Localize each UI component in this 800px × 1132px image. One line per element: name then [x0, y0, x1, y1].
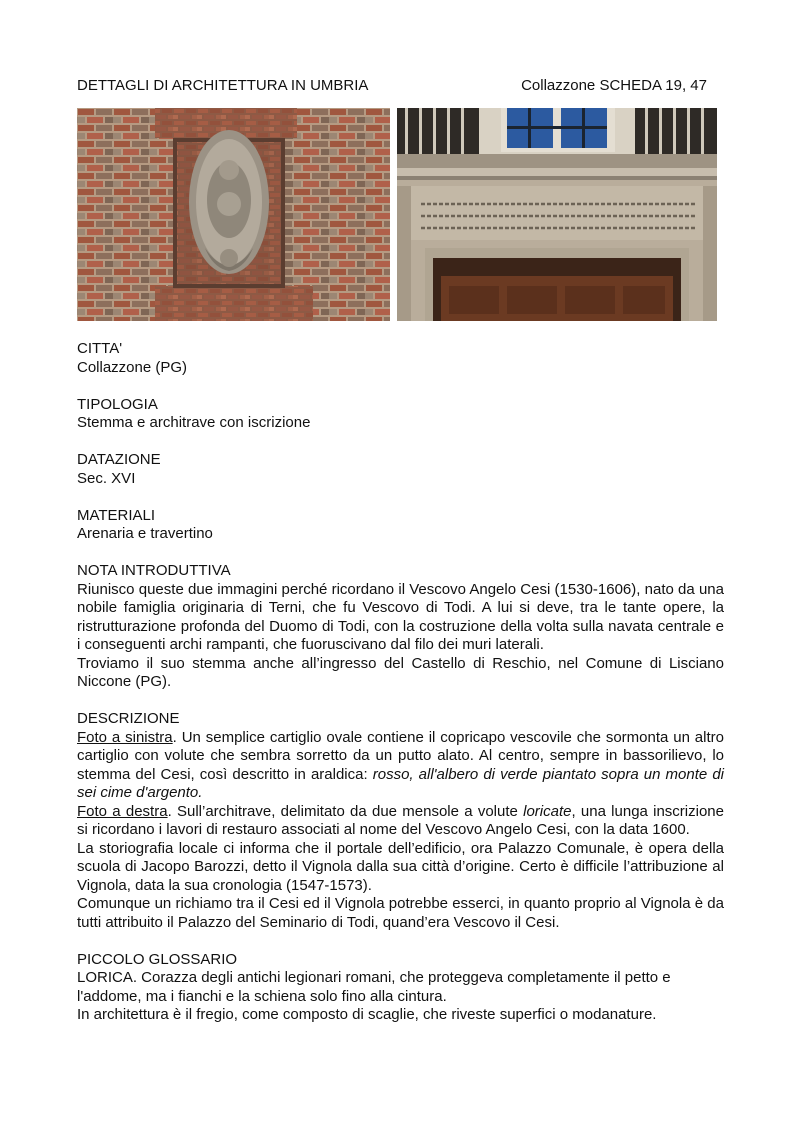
field-value: Collazzone (PG) [77, 358, 188, 376]
field-datazione [77, 451, 724, 488]
text-run: . Sull’architrave, delimitato da due mensole a volute [167, 802, 524, 820]
field-label: TIPOLOGIA [77, 395, 158, 413]
field-citta [77, 340, 724, 377]
paragraph: Riunisco queste due immagini perché ricordano il Vescovo Angelo Cesi (1530-1606), nato da una nobile famiglia originaria di Terni, che fu Vescovo di Todi. A lui si deve, tra le tante opere, la ristrutturazione profonda del Duomo di Todi, con la costruzione della volta sulla navata centrale e i conseguenti archi rampanti, che fuoruscivano dal filo dei muri laterali. [77, 580, 724, 653]
paragraph: Troviamo il suo stemma anche all’ingresso del Castello di Reschio, nel Comune di Lisciano Niccone (PG). [77, 654, 724, 690]
text-run: . Un semplice cartiglio ovale contiene il copricapo vescovile che sormonta un altro cartiglio con volute che sembra sorretto da un putto alato. Al centro, sempre in bassorilievo, lo stemma del Cesi, così descritto in araldica: [77, 728, 724, 783]
text-run: , una lunga inscrizione si ricordano i lavori di restauro associati al nome del Vescovo Angelo Cesi, con la data 1600. [77, 802, 724, 838]
section-heading: DESCRIZIONE [77, 710, 180, 727]
italic-text: rosso, all'albero di verde piantato sopra un monte di sei cime d'argento. [77, 765, 725, 801]
document-title: DETTAGLI DI ARCHITETTURA IN UMBRIA [77, 77, 369, 94]
field-label: MATERIALI [77, 506, 156, 524]
paragraph-foto-sinistra [77, 729, 724, 803]
section-heading: NOTA INTRODUTTIVA [77, 562, 231, 579]
section-descrizione [77, 710, 724, 932]
document-reference: Collazzone SCHEDA 19, 47 [521, 77, 707, 94]
page-header [77, 77, 707, 97]
field-tipologia [77, 396, 724, 433]
section-nota-introduttiva [77, 562, 724, 692]
photo-coat-of-arms [77, 108, 390, 321]
architrave-image [397, 108, 717, 321]
section-glossario [77, 951, 724, 1025]
field-value: Stemma e architrave con iscrizione [77, 414, 311, 431]
field-value: Arenaria e travertino [77, 525, 213, 542]
caption-lead: Foto a destra [77, 802, 168, 820]
italic-text: loricate [523, 802, 572, 820]
field-label: DATAZIONE [77, 451, 161, 468]
field-materiali [77, 507, 724, 544]
paragraph: La storiografia locale ci informa che il portale dell’edificio, ora Palazzo Comunale, è opera della scuola di Jacopo Barozzi, detto il Vignola dalla sua città d’origine. Certo è difficile l’attribuzione al Vignola, data la sua cronologia (1547-1573). [77, 839, 724, 894]
paragraph: Comunque un richiamo tra il Cesi ed il Vignola potrebbe esserci, in quanto proprio al Vignola è da tutti attribuito il Palazzo del Seminario di Todi, quand’era Vescovo il Cesi. [77, 895, 724, 931]
section-heading: PICCOLO GLOSSARIO [77, 950, 238, 968]
glossary-entry: In architettura è il fregio, come composto di scaglie, che riveste superfici o modanature. [77, 1006, 657, 1023]
glossary-entry: LORICA. Corazza degli antichi legionari romani, che proteggeva completamente il petto e l'addome, ma i fianchi e la schiena solo fino alla cintura. [77, 969, 671, 1005]
field-label: CITTA' [77, 340, 123, 357]
caption-lead: Foto a sinistra [77, 728, 173, 746]
paragraph-foto-destra [77, 803, 724, 840]
document-body [77, 340, 724, 1043]
photo-architrave [397, 108, 717, 321]
field-value: Sec. XVI [77, 469, 136, 487]
coat-of-arms-image [77, 108, 390, 321]
